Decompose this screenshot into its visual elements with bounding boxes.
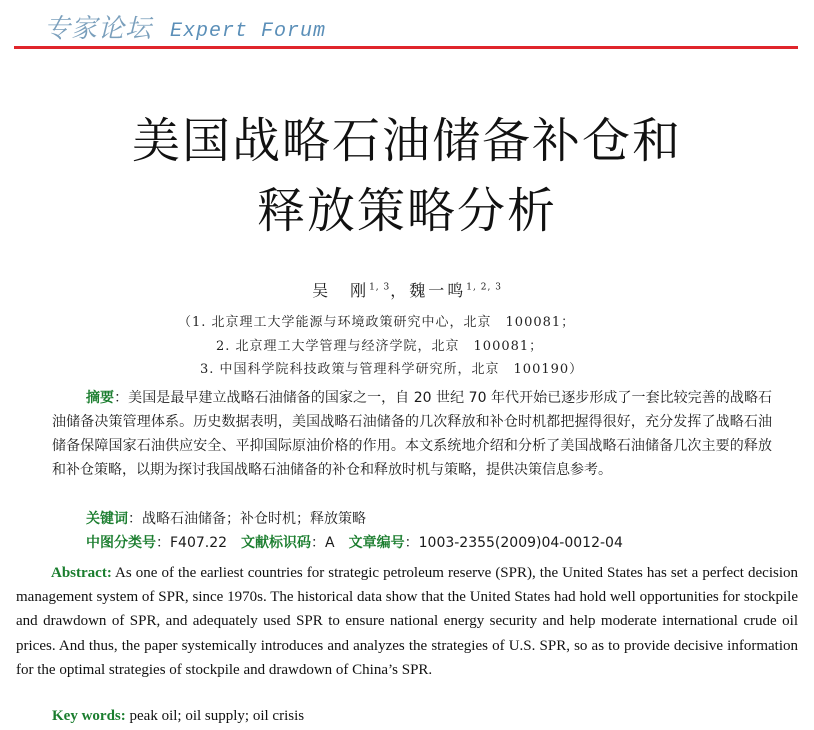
keywords-cn: [86, 508, 366, 528]
clc-label: 中图分类号: [86, 535, 156, 551]
abstract-cn-sep: ：: [114, 390, 129, 406]
abstract-en: [16, 561, 798, 682]
clc-value: ：F407.22: [156, 535, 242, 551]
affiliation-line: （1. 北京理工大学能源与环境政策研究中心，北京 100081；: [178, 315, 576, 330]
author-affiliation-marker: 1, 2, 3: [466, 282, 502, 293]
keywords-cn-sep: ：: [128, 511, 142, 527]
keywords-cn-text: 战略石油储备；补仓时机；释放策略: [142, 511, 366, 527]
header-rule: [14, 46, 798, 49]
keywords-en: [52, 708, 304, 725]
section-title-cn: 专家论坛: [44, 14, 153, 44]
article-title-line-2: 释放策略分析: [256, 183, 557, 239]
article-number-value: ：1003-2355(2009)04-0012-04: [404, 535, 623, 551]
affiliation-line: 3. 中国科学院科技政策与管理科学研究所，北京 100190）: [200, 362, 584, 377]
abstract-cn-text: 美国是最早建立战略石油储备的国家之一，自 20 世纪 70 年代开始已逐步形成了一套比较完善的战略石油储备决策管理体系。历史数据表明，美国战略石油储备的几次释放和补仓时机都把握得很好，充分发挥了战略石油储备保障国家石油供应安全、平抑国际原油价格的作用。本文系统地介绍和分析了美国战略石油储备几次主要的释放和补仓策略，以期为探讨我国战略石油储备的补仓和释放时机与策略，提供决策信息参考。: [52, 390, 773, 478]
abstract-cn-label: 摘要: [86, 390, 115, 406]
author-name: 吴 刚: [312, 281, 370, 300]
article-number-label: 文章编号: [348, 535, 405, 551]
doc-code-value: ：A: [311, 535, 349, 551]
author-separator: ，: [390, 281, 410, 300]
keywords-cn-label: 关键词: [86, 511, 128, 527]
section-title-en: Expert Forum: [170, 20, 327, 43]
journal-header: [0, 0, 814, 52]
doc-code-label: 文献标识码: [241, 535, 312, 551]
classification-line: [86, 532, 623, 552]
author-name: 魏一鸣: [409, 281, 467, 300]
keywords-en-label: Key words:: [52, 708, 126, 724]
abstract-cn: [52, 386, 772, 482]
abstract-en-label: Abstract:: [51, 565, 112, 581]
article-title-line-1: 美国战略石油储备补仓和: [131, 113, 682, 169]
affiliation-line: 2. 北京理工大学管理与经济学院，北京 100081；: [216, 339, 544, 354]
author-line: [0, 278, 814, 301]
author-affiliation-marker: 1, 3: [369, 282, 391, 293]
abstract-en-text: As one of the earliest countries for strategic petroleum reserve (SPR), the United States has set a perfect decision management system of SPR, since 1970s. The historical data show that the United States had hold well opportunities for stockpile and drawdown of SPR, and adequately used SPR to ensure national energy security and help moderate international crude oil prices. And thus, the paper systemically introduces and analyzes the strategies of U.S. SPR, so as to provide decisive information for the optimal strategies of stockpile and drawdown of China’s SPR.: [16, 565, 798, 678]
keywords-en-text: peak oil; oil supply; oil crisis: [125, 708, 305, 724]
